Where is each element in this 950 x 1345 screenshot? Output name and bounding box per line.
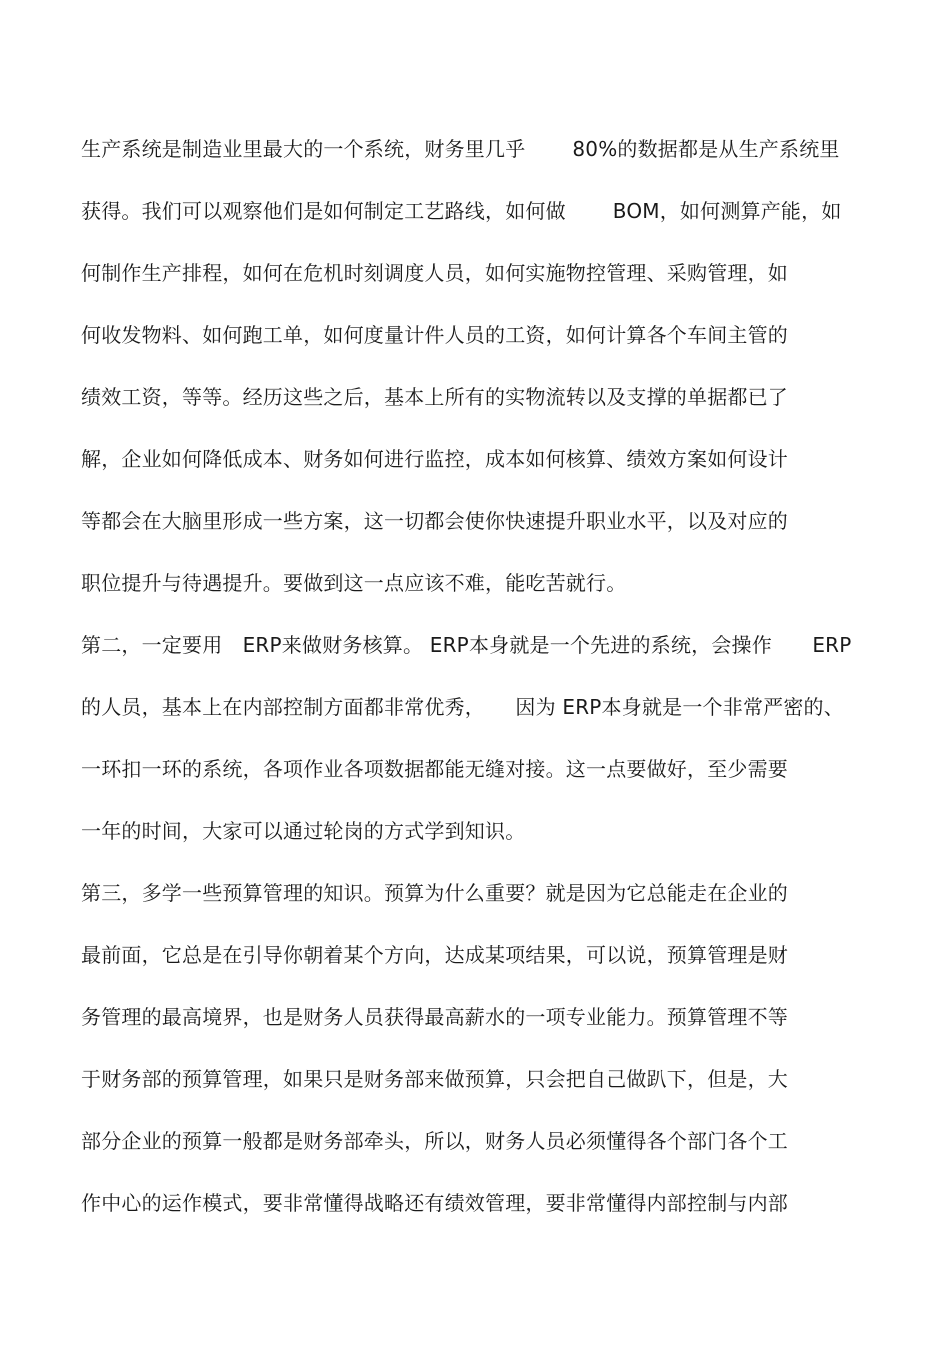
- text-line: 一环扣一环的系统，各项作业各项数据都能无缝对接。这一点要做好，至少需要: [81, 757, 788, 781]
- text-line: 第二，一定要用 ERP来做财务核算。 ERP本身就是一个先进的系统，会操作 ERP: [81, 633, 852, 657]
- text-line: 务管理的最高境界，也是财务人员获得最高薪水的一项专业能力。预算管理不等: [81, 1005, 788, 1029]
- text-line: 部分企业的预算一般都是财务部牵头，所以，财务人员必须懂得各个部门各个工: [81, 1129, 788, 1153]
- text-line: 解，企业如何降低成本、财务如何进行监控，成本如何核算、绩效方案如何设计: [81, 447, 788, 471]
- text-line: 绩效工资，等等。经历这些之后，基本上所有的实物流转以及支撑的单据都已了: [81, 385, 788, 409]
- text-line: 最前面，它总是在引导你朝着某个方向，达成某项结果，可以说，预算管理是财: [81, 943, 788, 967]
- text-line: 第三，多学一些预算管理的知识。预算为什么重要？就是因为它总能走在企业的: [81, 881, 788, 905]
- text-line: 职位提升与待遇提升。要做到这一点应该不难，能吃苦就行。: [81, 571, 627, 595]
- text-line: 何收发物料、如何跑工单，如何度量计件人员的工资，如何计算各个车间主管的: [81, 323, 788, 347]
- text-line: 作中心的运作模式，要非常懂得战略还有绩效管理，要非常懂得内部控制与内部: [81, 1191, 788, 1215]
- text-line: 等都会在大脑里形成一些方案，这一切都会使你快速提升职业水平，以及对应的: [81, 509, 788, 533]
- text-line: 生产系统是制造业里最大的一个系统，财务里几乎 80%的数据都是从生产系统里: [81, 137, 840, 161]
- text-line: 何制作生产排程，如何在危机时刻调度人员，如何实施物控管理、采购管理，如: [81, 261, 788, 285]
- text-line: 于财务部的预算管理，如果只是财务部来做预算，只会把自己做趴下，但是，大: [81, 1067, 788, 1091]
- text-line: 的人员，基本上在内部控制方面都非常优秀， 因为 ERP本身就是一个非常严密的、: [81, 695, 844, 719]
- text-line: 获得。我们可以观察他们是如何制定工艺路线，如何做 BOM，如何测算产能，如: [81, 199, 842, 223]
- text-line: 一年的时间，大家可以通过轮岗的方式学到知识。: [81, 819, 526, 843]
